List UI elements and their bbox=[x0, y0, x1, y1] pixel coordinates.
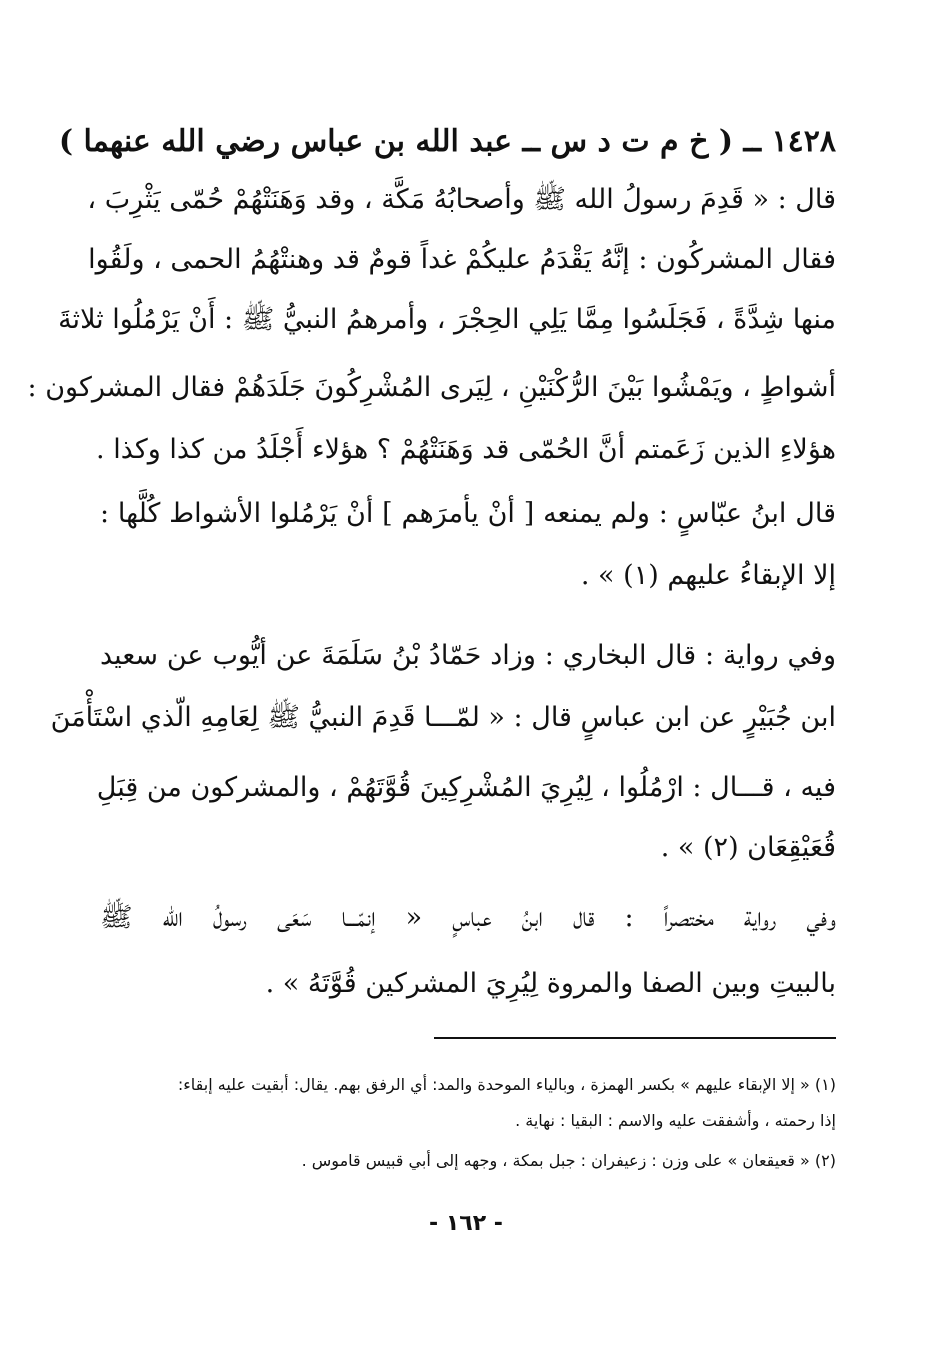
short-narration-line-2: بالبيتِ وبين الصفا والمروة لِيُرِيَ المشركين قُوَّتَهُ » . bbox=[265, 968, 836, 999]
ibn-abbas-line-2: إلا الإبقاءُ عليهم (١) » . bbox=[580, 560, 836, 591]
short-narration-line-1: وفي رواية مختصراً : قال ابنُ عباسٍ « إنمّـــا سَعَى رسولُ الله ﷺ bbox=[100, 902, 836, 933]
page-number: - ١٦٢ - bbox=[429, 1211, 503, 1236]
hadith-heading: ١٤٢٨ ــ ( خ م ت د س ــ عبد الله بن عباس رضي الله عنهما ) bbox=[58, 124, 836, 159]
main-line-3: منها شِدَّةً ، فَجَلَسُوا مِمَّا يَلِي الحِجْرَ ، وأمرهمُ النبيُّ ﷺ : أَنْ يَرْمُلُوا ثلاثةَ bbox=[58, 304, 836, 335]
footnote-1-line-1: (١) « إلا الإبقاء عليهم » بكسر الهمزة ، وبالياء الموحدة والمد: أي الرفق بهم. يقال: أبقيت عليه إبقاء: bbox=[177, 1075, 836, 1094]
main-line-1: قال : « قَدِمَ رسولُ الله ﷺ وأصحابُهُ مَكَّة ، وقد وَهَنَتْهُمْ حُمّى يَثْرِبَ ، bbox=[87, 184, 836, 215]
ibn-abbas-line-1: قال ابنُ عبّاسٍ : ولم يمنعه [ أنْ يأمرَهم ] أنْ يَرْمُلوا الأشواط كُلَّها : bbox=[100, 498, 836, 529]
footnote-divider bbox=[434, 1037, 836, 1039]
bukhari-line-4: قُعَيْقِعَان (٢) » . bbox=[660, 832, 836, 863]
bukhari-line-2: ابن جُبَيْرٍ عن ابن عباسٍ قال : « لمّـــا قَدِمَ النبيُّ ﷺ لِعَامِهِ الّذي اسْتَأْمَنَ bbox=[50, 702, 836, 733]
main-line-2: فقال المشركُون : إنَّهُ يَقْدَمُ عليكُمْ غداً قومٌ قد وهنتْهُمُ الحمى ، ولَقُوا bbox=[88, 244, 836, 275]
main-line-4: أشواطٍ ، ويَمْشُوا بَيْنَ الرُّكْنَيْنِ ، لِيَرى المُشْرِكُونَ جَلَدَهُمْ فقال المشركون : bbox=[27, 372, 836, 403]
footnote-1-line-2: إذا رحمته ، وأشفقت عليه والاسم : البقيا : نهاية . bbox=[515, 1111, 836, 1130]
footnote-2-line-1: (٢) « قعيقعان » على وزن : زعيفران : جبل بمكة ، وجهه إلى أبي قبيس قاموس . bbox=[301, 1151, 836, 1170]
main-line-5: هؤلاءِ الذين زَعَمتم أنَّ الحُمّى قد وَهَنَتْهُمْ ؟ هؤلاء أَجْلَدُ من كذا وكذا . bbox=[96, 434, 836, 465]
bukhari-line-1: وفي رواية : قال البخاري : وزاد حَمّادُ بْنُ سَلَمَةَ عن أيُّوب عن سعيد bbox=[100, 640, 836, 671]
bukhari-line-3: فيه ، قـــال : ارْمُلُوا ، لِيُرِيَ المُشْرِكِينَ قُوَّتَهُمْ ، والمشركون من قِبَلِ bbox=[96, 772, 836, 803]
